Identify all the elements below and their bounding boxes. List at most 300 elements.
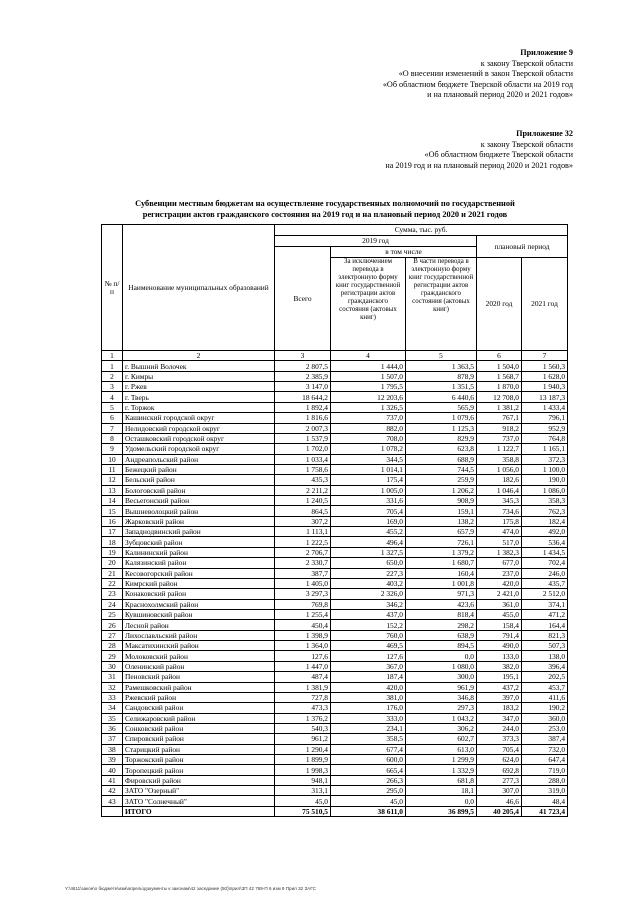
table-cell: 602,7 — [406, 734, 477, 744]
header-plan-period: плановый период — [477, 236, 568, 258]
table-cell: 313,1 — [275, 786, 331, 796]
table-cell: 2 211,2 — [275, 485, 331, 495]
table-cell: 159,1 — [406, 506, 477, 516]
table-cell: 387,4 — [522, 734, 568, 744]
table-cell: 5 — [102, 402, 123, 412]
table-cell: 182,4 — [522, 516, 568, 526]
table-cell: 1 332,9 — [406, 765, 477, 775]
table-cell: 796,1 — [522, 413, 568, 423]
table-cell: 540,3 — [275, 723, 331, 733]
table-cell: 358,5 — [331, 734, 406, 744]
table-row — [102, 734, 568, 744]
table-cell: 45,0 — [331, 796, 406, 806]
table-cell: 396,4 — [522, 661, 568, 671]
table-cell: 450,4 — [275, 620, 331, 630]
table-cell: 732,0 — [522, 744, 568, 754]
table-cell: 307,2 — [275, 516, 331, 526]
table-row — [102, 786, 568, 796]
table-cell: 259,9 — [406, 475, 477, 485]
table-cell: 152,2 — [331, 620, 406, 630]
table-row — [102, 454, 568, 464]
table-cell: 33 — [102, 692, 123, 702]
table-cell: Зубцовский район — [123, 537, 275, 547]
appendix-9-line: к закону Тверской области — [480, 58, 573, 68]
table-cell: 25 — [102, 609, 123, 619]
table-cell: Бельский район — [123, 475, 275, 485]
table-cell: 24 — [102, 599, 123, 609]
table-row — [102, 413, 568, 423]
table-cell: 183,2 — [477, 703, 522, 713]
table-cell: 455,2 — [331, 527, 406, 537]
table-cell: 17 — [102, 527, 123, 537]
table-cell: 244,0 — [477, 723, 522, 733]
table-cell: 28 — [102, 641, 123, 651]
header-including: в том числе — [331, 247, 477, 258]
table-cell: 1 080,0 — [406, 661, 477, 671]
table-cell: 665,4 — [331, 765, 406, 775]
appendix-9-line: «О внесении изменений в закон Тверской области — [398, 69, 573, 79]
table-cell: 1 363,5 — [406, 361, 477, 371]
table-cell: г. Кимры — [123, 371, 275, 381]
file-path-footer: Y:\4611\закон\о бюджете\изм\апрель\документы к законам\42 заседание (50)\прил\ЗП 42 769-П 6 изм 9 Прил 32 ЗАГС — [65, 886, 316, 891]
table-row — [102, 796, 568, 806]
table-cell: 158,4 — [477, 620, 522, 630]
table-cell: Торжокский район — [123, 755, 275, 765]
table-cell: 565,9 — [406, 402, 477, 412]
table-cell: 182,6 — [477, 475, 522, 485]
table-cell: 952,9 — [522, 423, 568, 433]
table-cell: 307,0 — [477, 786, 522, 796]
table-cell: 331,6 — [331, 496, 406, 506]
table-row — [102, 703, 568, 713]
table-cell: 246,0 — [522, 568, 568, 578]
table-cell: 0,0 — [406, 796, 477, 806]
table-row — [102, 382, 568, 392]
table-cell: 360,0 — [522, 713, 568, 723]
table-cell: 624,0 — [477, 755, 522, 765]
table-cell: Конаковский район — [123, 589, 275, 599]
table-cell: Кувшиновский район — [123, 609, 275, 619]
table-cell: 6 440,6 — [406, 392, 477, 402]
table-cell: 1 079,6 — [406, 413, 477, 423]
table-cell: 490,0 — [477, 641, 522, 651]
table-cell: 127,6 — [331, 651, 406, 661]
table-row — [102, 682, 568, 692]
table-cell: Фировский район — [123, 775, 275, 785]
table-cell: 1 113,1 — [275, 527, 331, 537]
table-cell: 2 807,5 — [275, 361, 331, 371]
table-row — [102, 589, 568, 599]
table-cell: Бежецкий район — [123, 464, 275, 474]
table-cell: 21 — [102, 568, 123, 578]
table-cell: 6 — [102, 413, 123, 423]
table-cell: 882,0 — [331, 423, 406, 433]
table-cell: 471,2 — [522, 609, 568, 619]
table-cell: 894,5 — [406, 641, 477, 651]
table-cell: Калининский район — [123, 547, 275, 557]
table-cell: 20 — [102, 558, 123, 568]
table-cell: 1 165,1 — [522, 444, 568, 454]
table-cell: 1 290,4 — [275, 744, 331, 754]
subvention-table — [101, 224, 568, 817]
table-cell: 1 434,5 — [522, 547, 568, 557]
table-row — [102, 475, 568, 485]
table-cell: г. Вышний Волочек — [123, 361, 275, 371]
appendix-9-line: «Об областном бюджете Тверской области на 2019 год — [382, 79, 573, 89]
table-cell: 734,6 — [477, 506, 522, 516]
table-cell: 1 255,4 — [275, 609, 331, 619]
table-cell: 1 327,5 — [331, 547, 406, 557]
table-cell: 1 444,0 — [331, 361, 406, 371]
table-cell: 3 297,3 — [275, 589, 331, 599]
table-cell: 536,4 — [522, 537, 568, 547]
table-cell: 46,6 — [477, 796, 522, 806]
appendix-32-line: к закону Тверской области — [480, 139, 573, 149]
table-cell: 737,0 — [477, 433, 522, 443]
table-cell: Торопецкий район — [123, 765, 275, 775]
table-row — [102, 641, 568, 651]
table-cell: 42 — [102, 786, 123, 796]
table-cell: 1 001,8 — [406, 578, 477, 588]
table-row — [102, 723, 568, 733]
table-cell: 1 892,4 — [275, 402, 331, 412]
table-cell: 1 537,9 — [275, 433, 331, 443]
table-cell: 38 — [102, 744, 123, 754]
table-cell: 22 — [102, 578, 123, 588]
table-cell: 344,5 — [331, 454, 406, 464]
table-cell: Лихославльский район — [123, 630, 275, 640]
table-row — [102, 755, 568, 765]
table-cell: ИТОГО — [123, 806, 275, 816]
table-cell: Кесовогорский район — [123, 568, 275, 578]
table-cell: 346,2 — [331, 599, 406, 609]
table-cell: 744,5 — [406, 464, 477, 474]
table-cell: 45,0 — [275, 796, 331, 806]
table-cell: 1 100,0 — [522, 464, 568, 474]
table-cell: 1 998,3 — [275, 765, 331, 775]
table-cell: 187,4 — [331, 672, 406, 682]
table-cell: Лесной район — [123, 620, 275, 630]
table-cell: Нелидовский городской округ — [123, 423, 275, 433]
table-cell: г. Торжок — [123, 402, 275, 412]
appendix-32-header — [385, 129, 573, 171]
table-cell: 31 — [102, 672, 123, 682]
table-cell: 908,9 — [406, 496, 477, 506]
table-cell: 26 — [102, 620, 123, 630]
table-cell: 373,3 — [477, 734, 522, 744]
table-cell: 41 — [102, 775, 123, 785]
table-cell: 2 512,0 — [522, 589, 568, 599]
table-cell: 382,0 — [477, 661, 522, 671]
table-cell: 14 — [102, 496, 123, 506]
table-cell: 36 — [102, 723, 123, 733]
appendix-32-line: «Об областном бюджете Тверской области — [424, 150, 573, 160]
table-cell: Оленинский район — [123, 661, 275, 671]
table-cell: 164,4 — [522, 620, 568, 630]
table-cell: 1 056,0 — [477, 464, 522, 474]
table-cell: 9 — [102, 444, 123, 454]
table-cell: Удомельский городской округ — [123, 444, 275, 454]
table-cell: 1 222,5 — [275, 537, 331, 547]
table-cell: 387,7 — [275, 568, 331, 578]
table-cell: 878,9 — [406, 371, 477, 381]
table-row — [102, 516, 568, 526]
table-cell: Кимрский район — [123, 578, 275, 588]
table-cell: 1 507,0 — [331, 371, 406, 381]
table-cell: 333,0 — [331, 713, 406, 723]
table-row — [102, 537, 568, 547]
header-number: № п/п — [102, 225, 123, 351]
table-cell: 40 — [102, 765, 123, 775]
appendix-9-header — [383, 48, 573, 101]
table-cell: 39 — [102, 755, 123, 765]
table-cell: 1 899,9 — [275, 755, 331, 765]
table-cell: 1 680,7 — [406, 558, 477, 568]
table-cell: 15 — [102, 506, 123, 516]
table-cell: 1 046,4 — [477, 485, 522, 495]
table-cell: 657,9 — [406, 527, 477, 537]
table-cell: 347,0 — [477, 713, 522, 723]
table-cell: 1 398,9 — [275, 630, 331, 640]
table-cell: 277,3 — [477, 775, 522, 785]
table-cell: 7 — [102, 423, 123, 433]
table-cell: 138,2 — [406, 516, 477, 526]
table-cell: 190,0 — [522, 475, 568, 485]
table-cell: 1 447,0 — [275, 661, 331, 671]
table-cell: 48,4 — [522, 796, 568, 806]
table-cell: 18 644,2 — [275, 392, 331, 402]
table-cell: 43 — [102, 796, 123, 806]
table-cell: 420,0 — [477, 578, 522, 588]
table-cell: 1 005,0 — [331, 485, 406, 495]
table-row — [102, 527, 568, 537]
table-cell: 1 940,3 — [522, 382, 568, 392]
table-cell: 496,4 — [331, 537, 406, 547]
table-cell: 288,0 — [522, 775, 568, 785]
header-total: Всего — [275, 247, 331, 351]
table-cell: 961,2 — [275, 734, 331, 744]
table-cell: 705,4 — [331, 506, 406, 516]
table-cell: 1 326,5 — [331, 402, 406, 412]
table-cell: 2 326,0 — [331, 589, 406, 599]
table-cell: 1 — [102, 351, 123, 361]
table-cell: 737,0 — [331, 413, 406, 423]
table-cell: 818,4 — [406, 609, 477, 619]
table-cell: 971,3 — [406, 589, 477, 599]
table-cell: 821,3 — [522, 630, 568, 640]
table-cell: 297,3 — [406, 703, 477, 713]
table-row — [102, 506, 568, 516]
table-cell: Краснохолмский район — [123, 599, 275, 609]
appendix-32-line: на 2019 год и на плановый период 2020 и 2021 годов» — [385, 160, 573, 170]
table-cell: 474,0 — [477, 527, 522, 537]
header-transfer: В части перевода в электронную форму книг государственной регистрации актов гражданского состояния (актовых книг) — [406, 258, 477, 351]
table-cell: 3 — [275, 351, 331, 361]
table-cell: 1 125,3 — [406, 423, 477, 433]
table-cell: 345,3 — [477, 496, 522, 506]
table-cell: 1 033,4 — [275, 454, 331, 464]
table-cell: 1 299,9 — [406, 755, 477, 765]
table-cell: 2 — [123, 351, 275, 361]
table-cell: Жарковский район — [123, 516, 275, 526]
table-cell: 507,3 — [522, 641, 568, 651]
table-cell — [102, 806, 123, 816]
table-cell: 41 723,4 — [522, 806, 568, 816]
table-row — [102, 661, 568, 671]
table-cell: 760,0 — [331, 630, 406, 640]
table-cell: 381,0 — [331, 692, 406, 702]
total-row — [102, 806, 568, 816]
header-municipality: Наименование муниципальных образований — [123, 225, 275, 351]
table-cell: 948,1 — [275, 775, 331, 785]
table-cell: Западнодвинский район — [123, 527, 275, 537]
table-cell: 32 — [102, 682, 123, 692]
table-cell: Весьегонский район — [123, 496, 275, 506]
table-cell: 727,8 — [275, 692, 331, 702]
table-cell: Селижаровский район — [123, 713, 275, 723]
table-cell: Ржевский район — [123, 692, 275, 702]
column-number-row — [102, 351, 568, 361]
header-sum: Сумма, тыс. руб. — [275, 225, 568, 236]
table-cell: 18,1 — [406, 786, 477, 796]
table-cell: 600,0 — [331, 755, 406, 765]
table-cell: 1 122,7 — [477, 444, 522, 454]
table-cell: 1 628,0 — [522, 371, 568, 381]
header-2019: 2019 год — [275, 236, 477, 247]
table-cell: 1 568,7 — [477, 371, 522, 381]
table-row — [102, 464, 568, 474]
table-row — [102, 361, 568, 371]
table-cell: 677,4 — [331, 744, 406, 754]
table-cell: 2 330,7 — [275, 558, 331, 568]
table-cell: 37 — [102, 734, 123, 744]
table-cell: 1 086,0 — [522, 485, 568, 495]
table-cell: 517,0 — [477, 537, 522, 547]
table-cell: Рамешковский район — [123, 682, 275, 692]
table-cell: Старицкий район — [123, 744, 275, 754]
table-cell: 12 203,6 — [331, 392, 406, 402]
table-cell: 708,0 — [331, 433, 406, 443]
table-cell: 38 611,0 — [331, 806, 406, 816]
table-cell: 1 364,0 — [275, 641, 331, 651]
table-cell: 27 — [102, 630, 123, 640]
table-cell: 647,4 — [522, 755, 568, 765]
table-cell: 2 421,0 — [477, 589, 522, 599]
table-cell: 437,0 — [331, 609, 406, 619]
table-cell: 435,7 — [522, 578, 568, 588]
table-cell: 1 — [102, 361, 123, 371]
table-cell: 1 758,6 — [275, 464, 331, 474]
table-cell: Калязинский район — [123, 558, 275, 568]
table-cell: 13 — [102, 485, 123, 495]
table-cell: Кашинский городской округ — [123, 413, 275, 423]
table-cell: Сонковский район — [123, 723, 275, 733]
table-cell: 176,0 — [331, 703, 406, 713]
table-cell: 918,2 — [477, 423, 522, 433]
table-row — [102, 433, 568, 443]
table-cell: 12 — [102, 475, 123, 485]
table-cell: 764,8 — [522, 433, 568, 443]
table-cell: 227,3 — [331, 568, 406, 578]
table-cell: 300,0 — [406, 672, 477, 682]
table-row — [102, 765, 568, 775]
table-cell: 469,5 — [331, 641, 406, 651]
table-cell: 4 — [102, 392, 123, 402]
table-cell: 623,8 — [406, 444, 477, 454]
table-cell: 306,2 — [406, 723, 477, 733]
table-cell: 8 — [102, 433, 123, 443]
table-cell: 487,4 — [275, 672, 331, 682]
table-cell: 2 706,7 — [275, 547, 331, 557]
table-cell: 175,4 — [331, 475, 406, 485]
table-cell: 358,3 — [522, 496, 568, 506]
table-cell: 10 — [102, 454, 123, 464]
table-cell: 175,8 — [477, 516, 522, 526]
table-cell: 3 — [102, 382, 123, 392]
table-cell: 190,2 — [522, 703, 568, 713]
table-cell: 1 405,0 — [275, 578, 331, 588]
table-cell: 762,3 — [522, 506, 568, 516]
table-cell: Вышневолоцкий район — [123, 506, 275, 516]
table-row — [102, 402, 568, 412]
table-cell: 2 — [102, 371, 123, 381]
table-cell: 1 379,2 — [406, 547, 477, 557]
table-row — [102, 485, 568, 495]
document-title-line: Субвенции местным бюджетам на осуществление государственных полномочий по государственной — [135, 199, 515, 208]
table-cell: 133,0 — [477, 651, 522, 661]
table-cell: Пеновский район — [123, 672, 275, 682]
table-cell: 298,2 — [406, 620, 477, 630]
table-cell: 769,8 — [275, 599, 331, 609]
appendix-9-title: Приложение 9 — [520, 48, 573, 57]
table-cell: 13 187,3 — [522, 392, 568, 402]
table-cell: 1 376,2 — [275, 713, 331, 723]
table-cell: Спировский район — [123, 734, 275, 744]
table-cell: 829,9 — [406, 433, 477, 443]
table-cell: г. Тверь — [123, 392, 275, 402]
table-cell: 1 382,3 — [477, 547, 522, 557]
appendix-32-title: Приложение 32 — [516, 129, 573, 138]
table-cell: 160,4 — [406, 568, 477, 578]
table-cell: 7 — [522, 351, 568, 361]
header-excl-transfer: За исключением перевода в электронную форму книг государственной регистрации актов гражданского состояния (актовых книг) — [331, 258, 406, 351]
table-cell: Сандовский район — [123, 703, 275, 713]
table-cell: 202,5 — [522, 672, 568, 682]
table-cell: 420,0 — [331, 682, 406, 692]
table-cell: 2 385,9 — [275, 371, 331, 381]
table-cell: 253,0 — [522, 723, 568, 733]
table-cell: Молоковский район — [123, 651, 275, 661]
table-cell: 650,0 — [331, 558, 406, 568]
table-cell: 1 870,0 — [477, 382, 522, 392]
table-cell: 435,3 — [275, 475, 331, 485]
table-cell: 34 — [102, 703, 123, 713]
table-cell: 1 206,2 — [406, 485, 477, 495]
table-cell: 295,0 — [331, 786, 406, 796]
table-cell: 613,0 — [406, 744, 477, 754]
table-cell: 1 702,0 — [275, 444, 331, 454]
table-cell: Андреапольский район — [123, 454, 275, 464]
table-cell: 1 078,2 — [331, 444, 406, 454]
table-cell: 1 240,5 — [275, 496, 331, 506]
table-cell: 677,0 — [477, 558, 522, 568]
table-cell: 18 — [102, 537, 123, 547]
table-row — [102, 672, 568, 682]
table-cell: 961,9 — [406, 682, 477, 692]
table-row — [102, 568, 568, 578]
table-cell: 705,4 — [477, 744, 522, 754]
table-cell: 638,9 — [406, 630, 477, 640]
